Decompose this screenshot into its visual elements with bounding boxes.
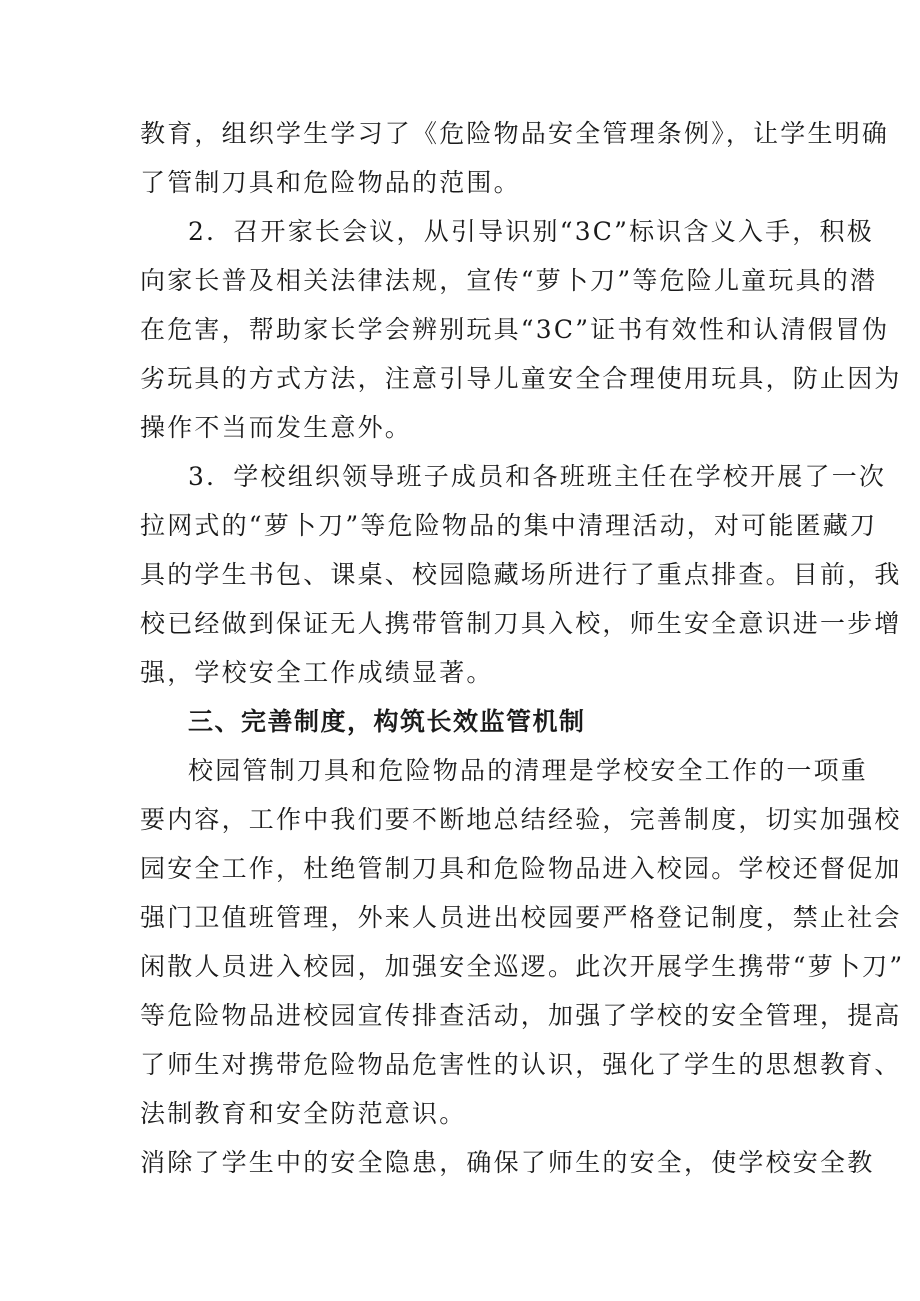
text-line: 3．学校组织领导班子成员和各班班主任在学校开展了一次 [188,462,887,491]
text-line: 了师生对携带危险物品危害性的认识，强化了学生的思想教育、 [140,1050,902,1079]
text-line: 法制教育和安全防范意识。 [140,1099,467,1128]
text-line: 具的学生书包、课桌、校园隐藏场所进行了重点排查。目前，我 [140,560,902,589]
section-heading: 三、完善制度，构筑长效监管机制 [188,707,586,736]
text-line: 等危险物品进校园宣传排查活动，加强了学校的安全管理，提高 [140,1001,902,1030]
text-line: 向家长普及相关法律法规，宣传“萝卜刀”等危险儿童玩具的潜 [140,266,878,295]
text-line: 强门卫值班管理，外来人员进出校园要严格登记制度，禁止社会 [140,903,902,932]
text-line: 校已经做到保证无人携带管制刀具入校，师生安全意识进一步增 [140,609,902,638]
text-line: 在危害，帮助家长学会辨别玩具“3C”证书有效性和认清假冒伪 [140,315,890,344]
text-line: 教育，组织学生学习了《危险物品安全管理条例》，让学生明确 [140,119,890,148]
text-line: 闲散人员进入校园，加强安全巡逻。此次开展学生携带“萝卜刀” [140,952,905,981]
text-line: 要内容，工作中我们要不断地总结经验，完善制度，切实加强校 [140,805,902,834]
text-line: 了管制刀具和危险物品的范围。 [140,168,521,197]
text-line: 拉网式的“萝卜刀”等危险物品的集中清理活动，对可能匿藏刀 [140,511,878,540]
text-line: 操作不当而发生意外。 [140,413,413,442]
text-line: 消除了学生中的安全隐患，确保了师生的安全，使学校安全教 [140,1148,875,1177]
text-line: 园安全工作，杜绝管制刀具和危险物品进入校园。学校还督促加 [140,854,902,883]
text-line: 校园管制刀具和危险物品的清理是学校安全工作的一项重 [188,756,869,785]
text-line: 2．召开家长会议，从引导识别“3C”标识含义入手，积极 [188,217,874,246]
text-line: 强，学校安全工作成绩显著。 [140,658,494,687]
text-line: 劣玩具的方式方法，注意引导儿童安全合理使用玩具，防止因为 [140,364,902,393]
